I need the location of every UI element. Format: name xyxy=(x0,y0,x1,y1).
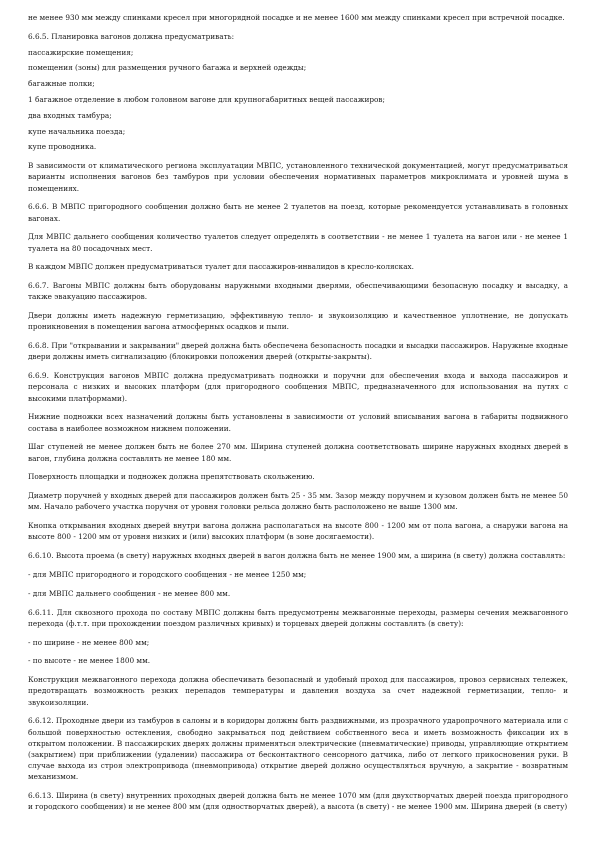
clause-6-6-8: 6.6.8. При "открывании и закрывании" дверей должна быть обеспечена безопасность посадки и высадки пассажиров. Наружные входные двери должны иметь сигнализацию (блокировки положения дверей (открыты-закрыты). xyxy=(28,341,568,362)
paragraph: Шаг ступеней не менее должен быть не более 270 мм. Ширина ступеней должна соответствовать ширине наружных входных дверей в вагон, глубина должна составлять не менее 180 мм. xyxy=(28,442,568,463)
paragraph: Конструкция межвагонного перехода должна обеспечивать безопасный и удобный проход для пассажиров, провоз сервисных тележек, предотвращать возможность резких перепадов температуры и давления воздуха за счет надежной герметизации, тепло- и звукоизоляции. xyxy=(28,675,568,707)
list-item: - для МВПС пригородного и городского сообщения - не менее 1250 мм; xyxy=(28,569,307,579)
paragraph: В каждом МВПС должен предусматриваться туалет для пассажиров-инвалидов в кресло-колясках. xyxy=(28,262,414,272)
clause-6-6-7: 6.6.7. Вагоны МВПС должны быть оборудованы наружными входными дверями, обеспечивающими безопасную посадку и высадку, а также эвакуацию пассажиров. xyxy=(28,281,568,302)
list-item: - по ширине - не менее 800 мм; xyxy=(28,637,150,647)
paragraph: Поверхность площадки и подножек должна препятствовать скольжению. xyxy=(28,472,315,482)
list-item: - для МВПС дальнего сообщения - не менее 800 мм. xyxy=(28,588,231,598)
list-item: багажные полки; xyxy=(28,79,95,89)
paragraph: Кнопка открывания входных дверей внутри вагона должна располагаться на высоте 800 - 1200 мм от пола вагона, а снаружи вагона на высоте 800 - 1200 мм от уровня низких и (или) высоких платформ (в зоне досягаемости). xyxy=(28,521,568,542)
list-item: купе проводника. xyxy=(28,142,97,152)
clause-6-6-12: 6.6.12. Проходные двери из тамбуров в салоны и в коридоры должны быть раздвижными, из прозрачного ударопрочного материала или с большой поверхностью остекления, свободно закрываться под действием собственного веса и иметь возможность фиксации их в открытом положении. В пассажирских дверях должны применяться электрические (пневматические) приводы, управляющие открытием (закрытием) при приближении (удалении) пассажира от бесконтактного сенсорного датчика, либо от легкого прикосновения руки. В случае выхода из строя электропривода (пневмопривода) открытие дверей должно осуществляться вручную, а закрытие - возвратным механизмом. xyxy=(28,716,568,782)
list-item: пассажирские помещения; xyxy=(28,47,134,57)
paragraph: Нижние подножки всех назначений должны быть установлены в зависимости от условий вписывания вагона в габариты подвижного состава в наиболее возможном нижнем положении. xyxy=(28,412,568,433)
paragraph: Двери должны иметь надежную герметизацию, эффективную тепло- и звукоизоляцию и качественное уплотнение, не допускать проникновения в помещения вагона атмосферных осадков и пыли. xyxy=(28,311,568,332)
list-item: - по высоте - не менее 1800 мм. xyxy=(28,656,151,666)
clause-6-6-9: 6.6.9. Конструкция вагонов МВПС должна предусматривать подножки и поручни для обеспечения входа и выхода пассажиров и персонала с низких и высоких платформ (для пригородного сообщения МВПС, предназначенного для использования на путях с высокими платформами). xyxy=(28,371,568,403)
paragraph-continuation: не менее 930 мм между спинками кресел при многорядной посадке и не менее 1600 мм между спинками кресел при встречной посадке. xyxy=(28,13,565,22)
list-item: 1 багажное отделение в любом головном вагоне для крупногабаритных вещей пассажиров; xyxy=(28,94,385,104)
document-page xyxy=(28,12,568,820)
list-item: купе начальника поезда; xyxy=(28,126,126,136)
list-item: два входных тамбура; xyxy=(28,110,112,120)
paragraph: В зависимости от климатического региона эксплуатации МВПС, установленного технической документацией, могут предусматриваться варианты исполнения вагонов без тамбуров при условии обеспечения нормативных параметров микроклимата и уровней шума в помещениях. xyxy=(28,161,568,193)
clause-6-6-6: 6.6.6. В МВПС пригородного сообщения должно быть не менее 2 туалетов на поезд, которые рекомендуется устанавливать в головных вагонах. xyxy=(28,202,568,223)
clause-6-6-10: 6.6.10. Высота проема (в свету) наружных входных дверей в вагон должна быть не менее 1900 мм, а ширина (в свету) должна составлять: xyxy=(28,551,566,561)
clause-6-6-5: 6.6.5. Планировка вагонов должна предусматривать: xyxy=(28,31,235,41)
paragraph: Для МВПС дальнего сообщения количество туалетов следует определять в соответствии - не менее 1 туалета на вагон или - не менее 1 туалета на 80 посадочных мест. xyxy=(28,232,568,253)
list-item: помещения (зоны) для размещения ручного багажа и верхней одежды; xyxy=(28,63,307,73)
clause-6-6-13: 6.6.13. Ширина (в свету) внутренних проходных дверей должна быть не менее 1070 мм (для двухстворчатых дверей поезда пригородного и городского сообщения) и не менее 800 мм (для одностворчатых дверей), а высота (в свету) - не менее 1900 мм. Ширина дверей (в свету) xyxy=(28,791,568,812)
paragraph: Диаметр поручней у входных дверей для пассажиров должен быть 25 - 35 мм. Зазор между поручнем и кузовом должен быть не менее 50 мм. Начало рабочего участка поручня от уровня головки рельса должно быть расположено не выше 1300 мм. xyxy=(28,491,568,512)
clause-6-6-11: 6.6.11. Для сквозного прохода по составу МВПС должны быть предусмотрены межвагонные переходы, размеры сечения межвагонного перехода (ф.т.т. при прохождении поездом различных кривых) и торцевых дверей должны составлять (в свету): xyxy=(28,607,568,628)
